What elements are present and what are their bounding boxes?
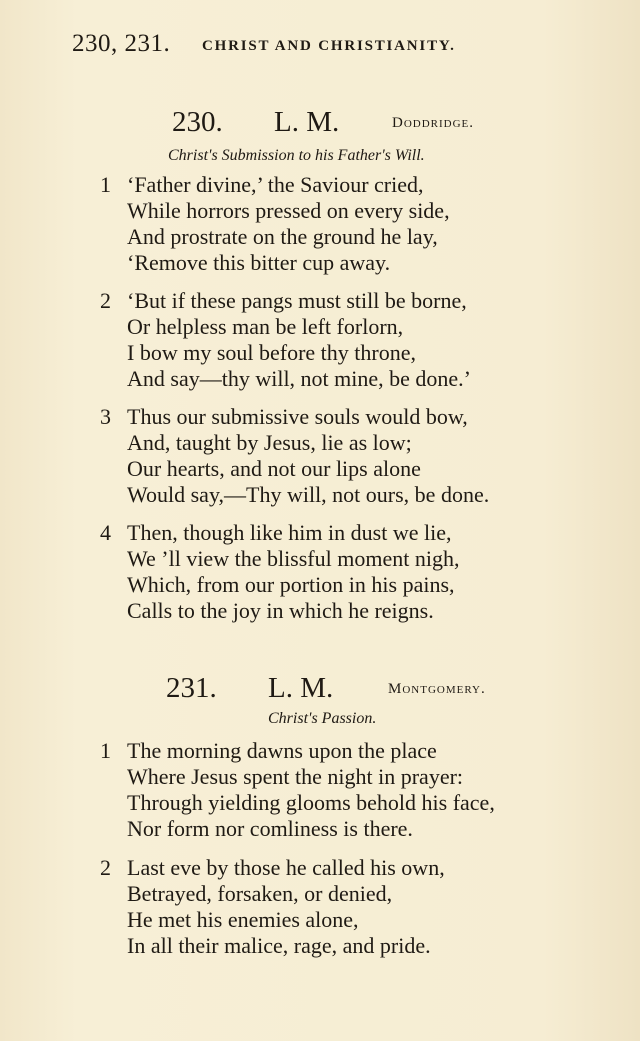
verse-line: ‘But if these pangs must still be borne, xyxy=(127,288,467,313)
hymn-number: 230. xyxy=(172,106,223,138)
verse-line: Then, though like him in dust we lie, xyxy=(127,520,452,545)
hymn-231-header xyxy=(166,672,526,708)
stanza-number: 1 xyxy=(100,738,111,763)
stanza-number: 4 xyxy=(100,520,111,545)
verse-line: Betrayed, forsaken, or denied, xyxy=(127,881,393,906)
stanza-number: 2 xyxy=(100,855,111,880)
hymn-number: 231. xyxy=(166,672,217,704)
hymn-author: Doddridge. xyxy=(392,115,475,131)
verse-line: Last eve by those he called his own, xyxy=(127,855,445,880)
verse-line: I bow my soul before thy throne, xyxy=(127,340,416,365)
verse-line: Our hearts, and not our lips alone xyxy=(127,456,421,481)
verse-line: He met his enemies alone, xyxy=(127,907,359,932)
verse-line: In all their malice, rage, and pride. xyxy=(127,933,431,958)
stanza-number: 2 xyxy=(100,288,111,313)
verse-line: ‘Remove this bitter cup away. xyxy=(127,250,391,275)
verse-line: And say—thy will, not mine, be done.’ xyxy=(127,366,472,391)
verse-line: Would say,—Thy will, not ours, be done. xyxy=(127,482,490,507)
running-head xyxy=(72,30,612,60)
verse-line: Calls to the joy in which he reigns. xyxy=(127,598,434,623)
verse-line: While horrors pressed on every side, xyxy=(127,198,450,223)
hymn-meter: L. M. xyxy=(268,672,334,704)
verse-line: The morning dawns upon the place xyxy=(127,738,437,763)
page-numbers: 230, 231. xyxy=(72,30,171,57)
hymn-meter: L. M. xyxy=(274,106,340,138)
hymn-231-subtitle: Christ's Passion. xyxy=(268,710,377,727)
verse-line: ‘Father divine,’ the Saviour cried, xyxy=(127,172,424,197)
verse-line: Nor form nor comliness is there. xyxy=(127,816,413,841)
running-title: CHRIST AND CHRISTIANITY. xyxy=(202,38,456,54)
hymn-author: Montgomery. xyxy=(388,681,486,697)
stanza-number: 1 xyxy=(100,172,111,197)
stanza-number: 3 xyxy=(100,404,111,429)
verse-line: Or helpless man be left forlorn, xyxy=(127,314,404,339)
verse-line: And, taught by Jesus, lie as low; xyxy=(127,430,412,455)
verse-line: Which, from our portion in his pains, xyxy=(127,572,455,597)
hymn-230-header xyxy=(172,106,512,142)
verse-line: Where Jesus spent the night in prayer: xyxy=(127,764,464,789)
verse-line: Thus our submissive souls would bow, xyxy=(127,404,468,429)
verse-line: Through yielding glooms behold his face, xyxy=(127,790,495,815)
verse-line: We ’ll view the blissful moment nigh, xyxy=(127,546,460,571)
verse-line: And prostrate on the ground he lay, xyxy=(127,224,438,249)
hymn-230-subtitle: Christ's Submission to his Father's Will. xyxy=(168,147,425,164)
